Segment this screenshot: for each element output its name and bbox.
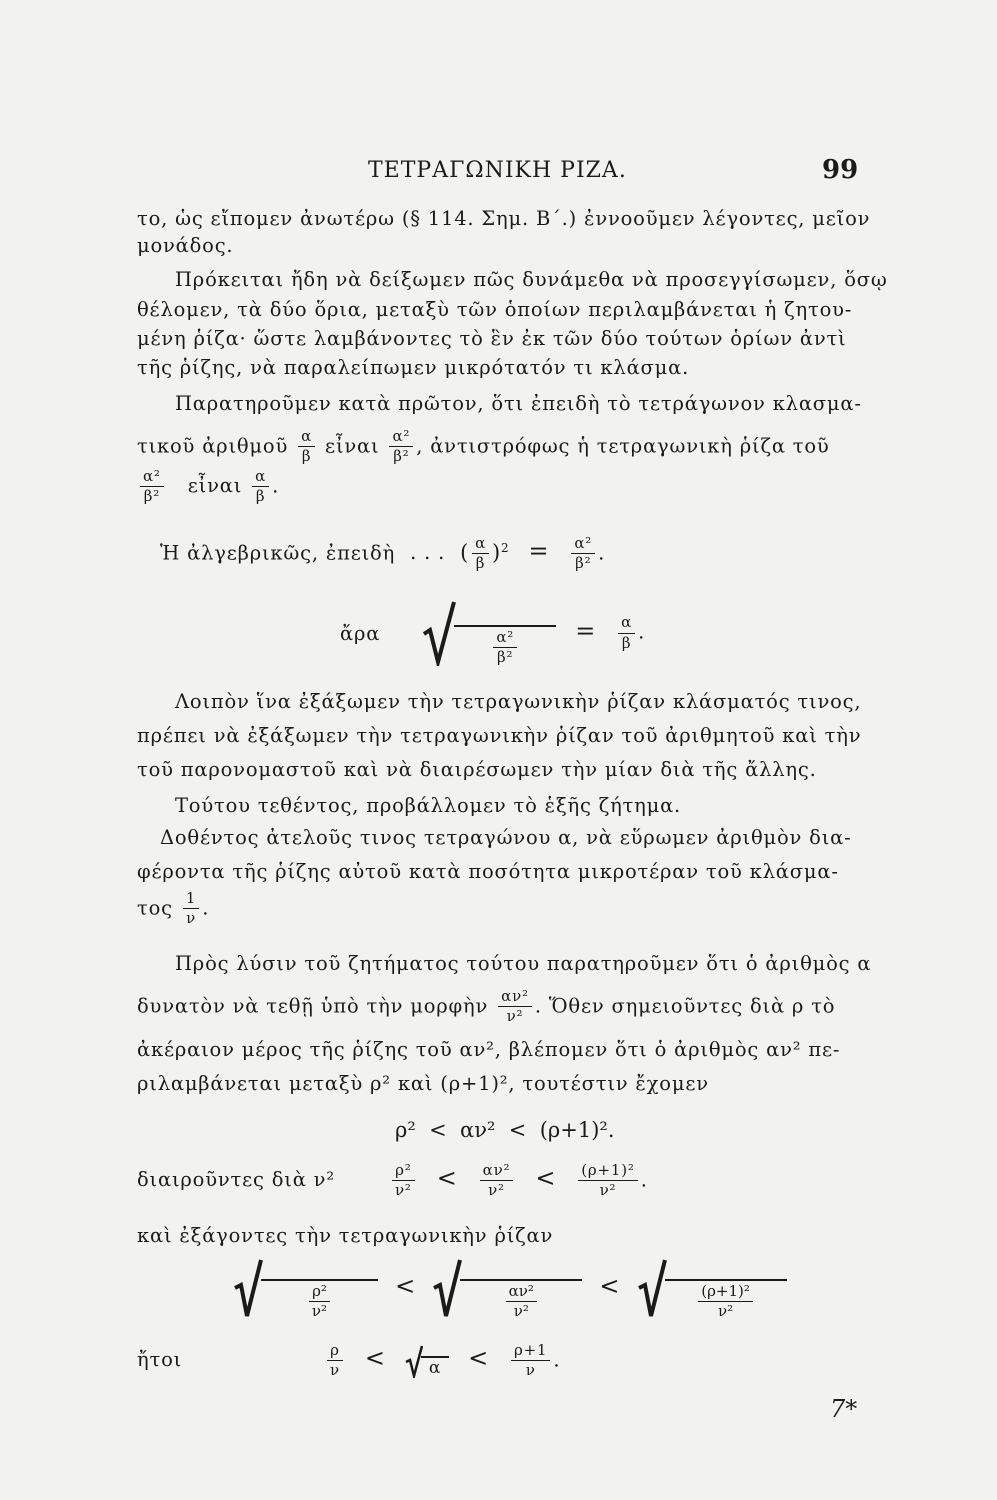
paragraph-3-line-1: Παρατηροῦμεν κατὰ πρῶτον, ὅτι ἐπειδὴ τὸ τετράγωνον κλασμα- — [175, 392, 862, 415]
fraction-a-over-b: $\frac{\alpha}{\beta}$ — [472, 535, 489, 573]
paragraph-7-line-4: ριλαμβάνεται μεταξὺ ρ² καὶ (ρ+1)², τουτέστιν ἔχομεν — [137, 1072, 709, 1095]
paragraph-7-line-3: ἀκέραιον μέρος τῆς ῥίζης τοῦ αν², βλέπομεν ὅτι ὁ ἀριθμὸς αν² πε- — [137, 1038, 841, 1061]
fraction-a-over-b: $\frac{\alpha}{\beta}$ — [252, 468, 269, 506]
final-line: ἤτοι $\frac{\rho}{\nu}$ < α < $\frac{\rho+1}{\nu}$ . — [137, 1341, 561, 1380]
paragraph-2-line-3: μένη ῥίζα· ὥστε λαμβάνοντες τὸ ἓν ἐκ τῶν δύο τούτων ὁρίων ἀντὶ — [137, 327, 847, 350]
fraction-a2-over-b2: $\frac{\text{α²}}{\text{β²}}$ — [140, 468, 164, 506]
text-antistrofos: , ἀντιστρόφως ἡ τετραγωνικὴ ῥίζα τοῦ — [416, 434, 830, 458]
text-einai: εἶναι — [325, 434, 380, 458]
radical — [422, 600, 556, 666]
paragraph-2-line-4: τῆς ῥίζης, νὰ παραλείπωμεν μικρότατόν τι κλάσμα. — [137, 356, 690, 379]
fraction-rho2-over-nu2: $\frac{\text{ρ²}}{\text{ν²}}$ — [309, 1283, 330, 1321]
fraction-a2-over-b2: $\frac{\text{α²}}{\text{β²}}$ — [571, 535, 595, 573]
radical-inequality: $\frac{\text{ρ²}}{\text{ν²}}$ < $\frac{\text{αν²}}{\text{ν²}}$ < $\frac{\text{(ρ+1)²}}{\text{ν²}}$ — [233, 1258, 787, 1320]
paragraph-1-line-1: το, ὡς εἴπομεν ἀνωτέρω (§ 114. Σημ. Β΄.) ἐννοοῦμεν λέγοντες, μεῖον — [137, 207, 871, 230]
final-label: ἤτοι — [137, 1348, 183, 1372]
fraction-a2-over-b2: $\frac{\text{α²}}{\text{β²}}$ — [493, 629, 517, 667]
radical — [432, 1258, 582, 1320]
paragraph-5-line-1: Τούτου τεθέντος, προβάλλομεν τὸ ἑξῆς ζήτημα. — [175, 794, 682, 817]
dividing-label: διαιροῦντες διὰ ν² — [137, 1168, 335, 1192]
fraction-a-over-b: $\frac{\alpha}{\beta}$ — [298, 428, 315, 466]
fraction-a-over-b: $\frac{\alpha}{\beta}$ — [618, 614, 635, 652]
paragraph-4-line-1: Λοιπὸν ἵνα ἐξάξωμεν τὴν τετραγωνικὴν ῥίζαν κλάσματός τινος, — [175, 690, 862, 713]
text-othen: . Ὅθεν σημειοῦντες διὰ ρ τὸ — [534, 994, 836, 1018]
page-number: 99 — [822, 155, 859, 185]
ara-equation: ἄρα $\frac{\text{α²}}{\text{β²}}$ = $\frac{\alpha}{\beta}$ . — [340, 600, 645, 666]
text-ara: ἄρα — [340, 621, 381, 645]
radical-sign-icon — [422, 600, 456, 666]
signature-mark: 7* — [830, 1395, 858, 1423]
algebraic-label: Ἡ ἀλγεβρικῶς, ἐπειδὴ — [160, 541, 396, 565]
fraction-anu2-over-nu2: $\frac{\text{αν²}}{\text{ν²}}$ — [498, 988, 532, 1026]
running-header-title: ΤΕΤΡΑΓΩΝΙΚΗ ΡΙΖΑ. — [368, 158, 627, 183]
fraction-rho-over-nu: $\frac{\rho}{\nu}$ — [327, 1342, 343, 1380]
paragraph-6-line-2: φέροντα τῆς ῥίζης αὐτοῦ κατὰ ποσότητα μικροτέραν τοῦ κλάσμα- — [137, 860, 839, 883]
text-einai: εἶναι — [187, 474, 243, 498]
paragraph-7-line-1: Πρὸς λύσιν τοῦ ζητήματος τούτου παρατηροῦμεν ὅτι ὁ ἀριθμὸς α — [175, 952, 872, 975]
fraction-anu2-over-nu2: $\frac{\text{αν²}}{\text{ν²}}$ — [480, 1162, 514, 1200]
inequality-main: ρ² < αν² < (ρ+1)². — [395, 1118, 615, 1142]
radicand-a: α — [421, 1356, 449, 1378]
paragraph-7-line-2 — [137, 988, 835, 1026]
paragraph-2-line-2: θέλομεν, τὰ δύο ὅρια, μεταξὺ τῶν ὁποίων περιλαμβάνεται ἡ ζητου- — [137, 298, 853, 321]
text-tos: τος — [137, 896, 173, 920]
radical — [405, 1344, 449, 1378]
text-dynaton: δυνατὸν νὰ τεθῇ ὑπὸ τὴν μορφὴν — [137, 994, 489, 1018]
paragraph-3-line-2 — [137, 428, 830, 466]
leader-dots: . . . — [410, 541, 446, 565]
paragraph-4-line-3: τοῦ παρονομαστοῦ καὶ νὰ διαιρέσωμεν τὴν μίαν διὰ τῆς ἄλλης. — [137, 758, 817, 781]
fraction-rho1sq-over-nu2: $\frac{\text{(ρ+1)²}}{\text{ν²}}$ — [698, 1283, 753, 1321]
paragraph-1-line-2: μονάδος. — [137, 234, 234, 257]
fraction-rho1-over-nu: $\frac{\rho+1}{\nu}$ — [511, 1342, 550, 1380]
fraction-1-over-nu: $\frac{1}{\nu}$ — [183, 890, 199, 928]
radical — [233, 1258, 378, 1320]
dividing-line: διαιροῦντες διὰ ν² $\frac{\text{ρ²}}{\text{ν²}}$ < $\frac{\text{αν²}}{\text{ν²}}$ < $\frac{\text{(ρ+1)²}}{\text{ν²}}$ . — [137, 1161, 648, 1200]
algebraic-line: Ἡ ἀλγεβρικῶς, ἐπειδὴ . . . ( $\frac{\alpha}{\beta}$ )$^2$ = $\frac{\text{α²}}{\text{β²}}$ . — [160, 534, 606, 573]
fraction-anu2-over-nu2: $\frac{\text{αν²}}{\text{ν²}}$ — [506, 1283, 537, 1321]
radical-sign-icon — [233, 1258, 263, 1320]
radical — [637, 1258, 787, 1320]
fraction-rho2-over-nu2: $\frac{\text{ρ²}}{\text{ν²}}$ — [392, 1162, 415, 1200]
paragraph-6-line-3: τος $\frac{1}{\nu}$ . — [137, 889, 210, 928]
paragraph-6-line-1: Δοθέντος ἀτελοῦς τινος τετραγώνου α, νὰ εὕρωμεν ἀριθμὸν δια- — [160, 826, 852, 849]
radical-sign-icon — [637, 1258, 667, 1320]
extract-label: καὶ ἐξάγοντες τὴν τετραγωνικὴν ῥίζαν — [137, 1224, 554, 1247]
text-tikou-arithmou: τικοῦ ἀριθμοῦ — [137, 434, 289, 458]
paragraph-3-line-3: $\frac{\text{α²}}{\text{β²}}$ εἶναι $\frac{\alpha}{\beta}$ . — [137, 468, 279, 506]
fraction-rho1sq-over-nu2: $\frac{\text{(ρ+1)²}}{\text{ν²}}$ — [578, 1162, 637, 1200]
paragraph-2-line-1: Πρόκειται ἤδη νὰ δείξωμεν πῶς δυνάμεθα νὰ προσεγγίσωμεν, ὅσῳ — [175, 268, 888, 291]
radical-sign-icon — [432, 1258, 462, 1320]
fraction-a2-over-b2: $\frac{\text{α²}}{\text{β²}}$ — [389, 428, 413, 466]
paragraph-4-line-2: πρέπει νὰ ἐξάξωμεν τὴν τετραγωνικὴν ῥίζαν τοῦ ἀριθμητοῦ καὶ τὴν — [137, 724, 862, 747]
